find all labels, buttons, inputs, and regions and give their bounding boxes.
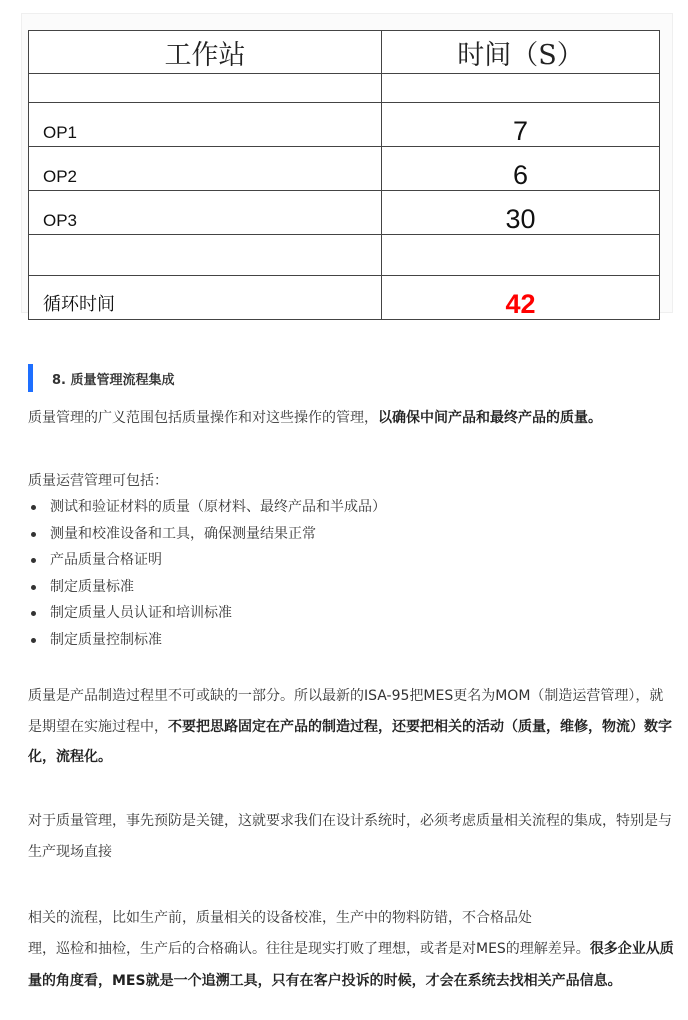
table-total-row [29,276,660,320]
article-body [28,404,676,997]
table-blank-row [29,235,660,276]
table-row [29,191,660,235]
table-header-row [29,31,660,74]
section-title: 8. 质量管理流程集成 [52,372,175,388]
station-cell: OP3 [29,191,382,235]
section-accent-bar [28,364,33,392]
total-value: 42 [382,276,660,320]
station-cell: OP2 [29,147,382,191]
paragraph-ops-intro: 质量运营管理可包括： [28,473,168,489]
ops-list [28,494,676,653]
cycle-time-table [28,30,660,320]
paragraph-flow: 相关的流程，比如生产前，质量相关的设备校准，生产中的物料防错，不合格品处 理，巡检和抽检，生产后的合格确认。往往是现实打败了理想，或者是对MES的理解差异。很多企业从质量的角度看，MES就是一个追溯工具，只有在客户投诉的时候，才会在系统去找相关产品信息。 [28,909,674,989]
header-station: 工作站 [29,31,382,74]
paragraph-mom: 质量是产品制造过程里不可或缺的一部分。所以最新的ISA-95把MES更名为MOM（制造运营管理），就是期望在实施过程中，不要把思路固定在产品的制造过程，还要把相关的活动（质量，维修，物流）数字化，流程化。 [28,688,672,765]
list-item: 制定质量控制标准 [50,627,676,654]
list-item: 制定质量标准 [50,574,676,601]
time-cell: 30 [382,191,660,235]
list-item: 测量和校准设备和工具，确保测量结果正常 [50,521,676,548]
list-item: 测试和验证材料的质量（原材料、最终产品和半成品） [50,494,676,521]
time-cell: 7 [382,103,660,147]
table-blank-row [29,74,660,103]
list-item: 产品质量合格证明 [50,547,676,574]
paragraph-prevention: 对于质量管理，事先预防是关键，这就要求我们在设计系统时，必须考虑质量相关流程的集成，特别是与生产现场直接 [28,812,672,860]
section-heading [28,364,175,392]
table-row [29,103,660,147]
header-time: 时间（S） [382,31,660,74]
total-label: 循环时间 [29,276,382,320]
paragraph-scope: 质量管理的广义范围包括质量操作和对这些操作的管理，以确保中间产品和最终产品的质量。 [28,410,602,426]
list-item: 制定质量人员认证和培训标准 [50,600,676,627]
station-cell: OP1 [29,103,382,147]
time-cell: 6 [382,147,660,191]
table-row [29,147,660,191]
